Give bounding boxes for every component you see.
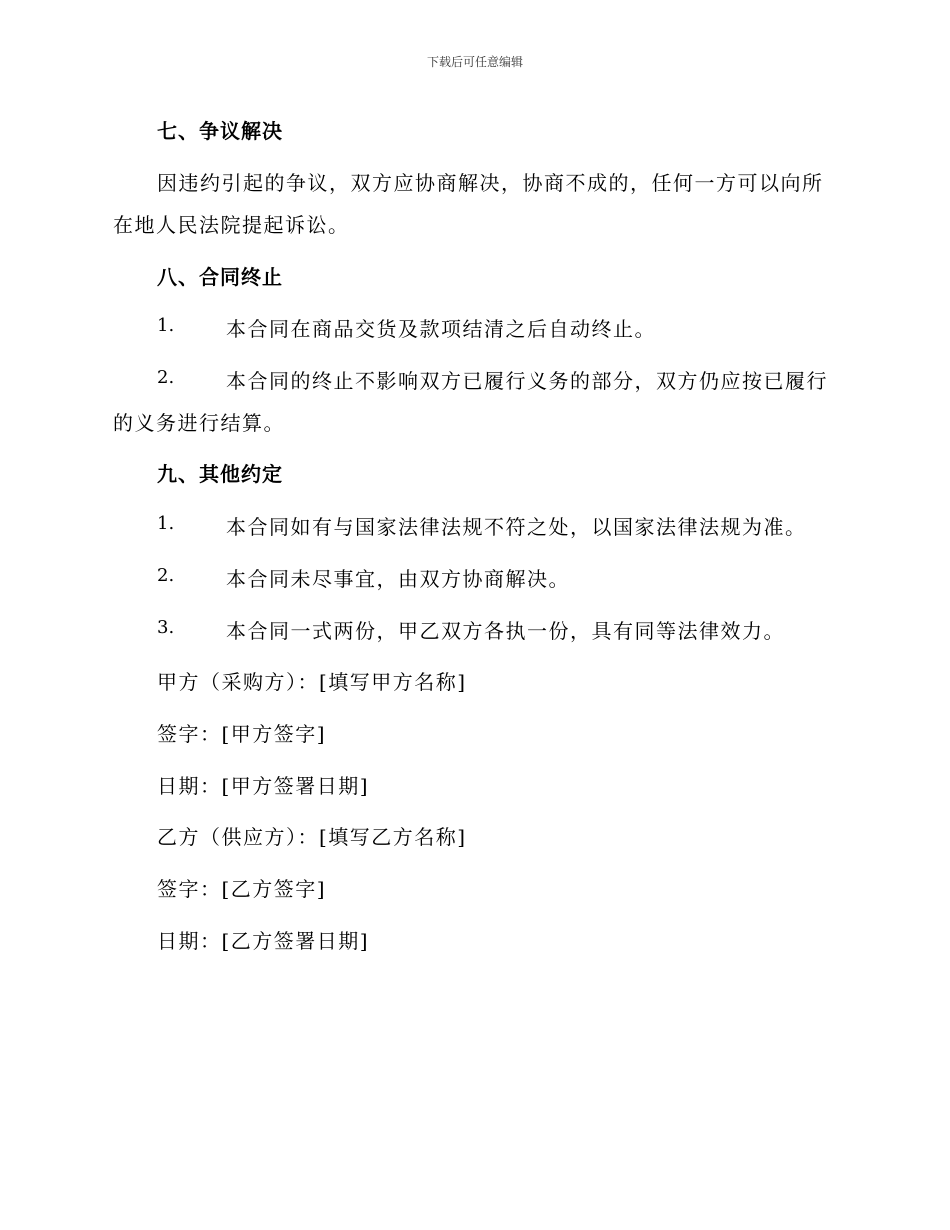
- section-9-item-2-number: 2.: [157, 565, 175, 586]
- party-a-name: 甲方（采购方）：[填写甲方名称]: [157, 670, 467, 694]
- section-9-item-1-number: 1.: [157, 513, 175, 534]
- section-9-item-2-text: 本合同未尽事宜，由双方协商解决。: [226, 567, 570, 591]
- page-header: 下载后可任意编辑: [426, 55, 523, 69]
- party-a-date: 日期：[甲方签署日期]: [157, 774, 370, 798]
- section-8-item-1-number: 1.: [157, 315, 175, 336]
- party-b-date: 日期：[乙方签署日期]: [157, 929, 370, 953]
- section-7-title: 七、争议解决: [157, 119, 283, 143]
- section-9-item-1-text: 本合同如有与国家法律法规不符之处，以国家法律法规为准。: [226, 515, 807, 539]
- party-b-signature: 签字：[乙方签字]: [157, 877, 327, 901]
- party-b-name: 乙方（供应方）：[填写乙方名称]: [157, 825, 467, 849]
- section-8-title: 八、合同终止: [157, 265, 283, 289]
- section-8-item-2-text-line-2: 的义务进行结算。: [113, 411, 285, 435]
- section-9-title: 九、其他约定: [157, 462, 283, 486]
- section-8-item-1-text: 本合同在商品交货及款项结清之后自动终止。: [226, 317, 656, 341]
- section-9-item-3-text: 本合同一式两份，甲乙双方各执一份，具有同等法律效力。: [226, 619, 785, 643]
- section-7-paragraph-line-1: 因违约引起的争议，双方应协商解决，协商不成的，任何一方可以向所: [157, 171, 824, 195]
- party-a-signature: 签字：[甲方签字]: [157, 722, 327, 746]
- section-9-item-3-number: 3.: [157, 617, 175, 638]
- section-8-item-2-text-line-1: 本合同的终止不影响双方已履行义务的部分，双方仍应按已履行: [226, 369, 828, 393]
- section-8-item-2-number: 2.: [157, 367, 175, 388]
- section-7-paragraph-line-2: 在地人民法院提起诉讼。: [113, 213, 350, 237]
